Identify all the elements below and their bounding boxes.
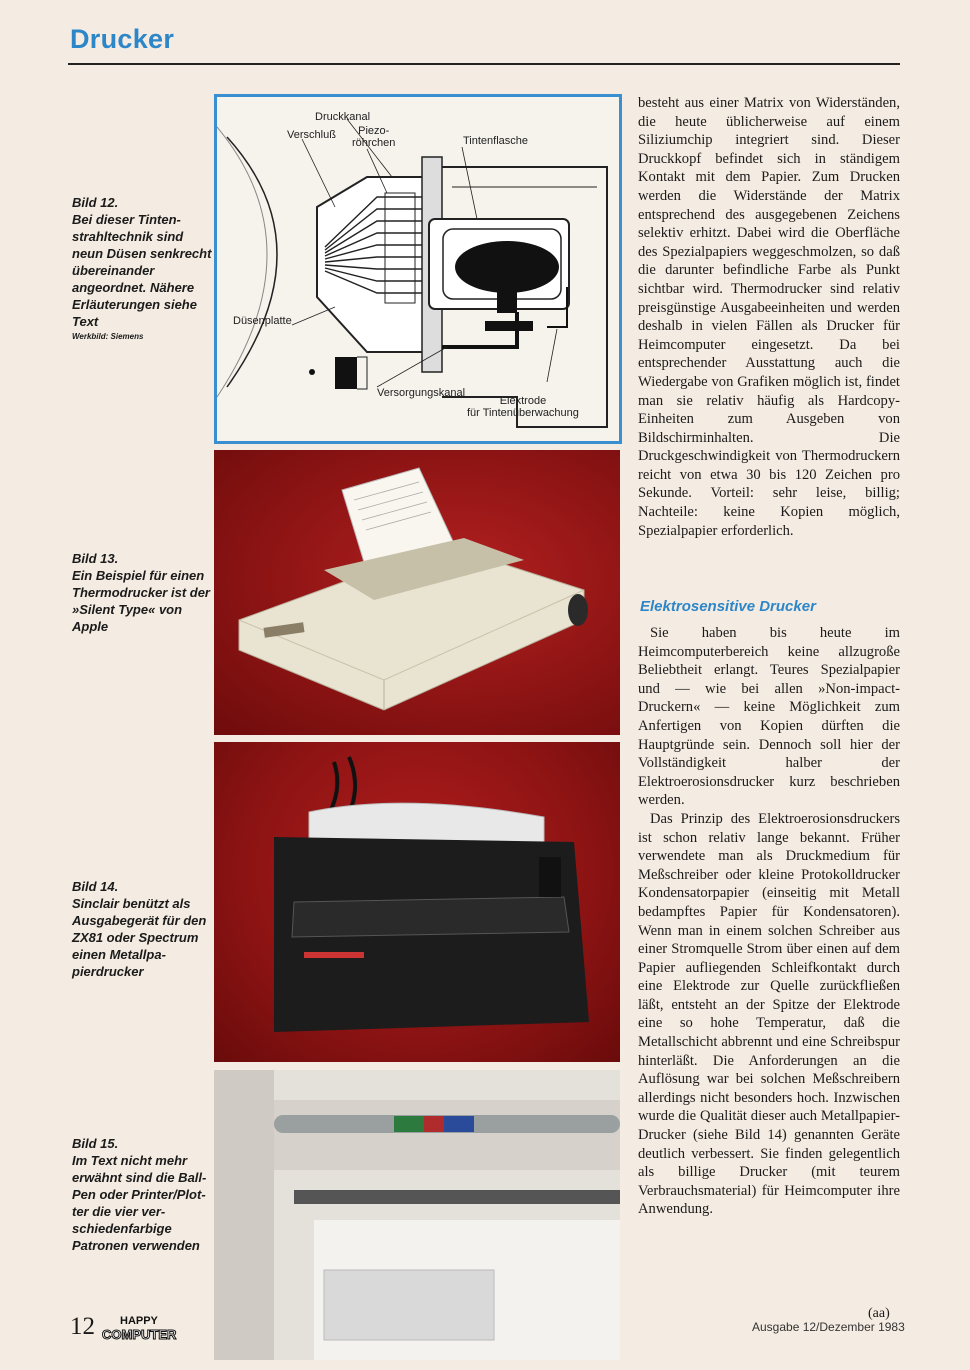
label-duesenplatte: Düsenplatte (233, 315, 292, 327)
article-paragraph-1 (638, 94, 900, 540)
magazine-logo (100, 1312, 182, 1344)
svg-text:HAPPY: HAPPY (120, 1315, 158, 1327)
label-versorgungskanal: Versorgungskanal (377, 387, 466, 399)
figure-plotter-photo (214, 1070, 620, 1360)
issue-info: Ausgabe 12/Dezember 1983 (752, 1320, 905, 1334)
label-druckkanal: Druckkanal (315, 111, 371, 123)
section-title: Drucker (70, 24, 175, 54)
label-verschluss: Verschluß (287, 129, 336, 141)
label-tintenflasche: Tintenflasche (463, 135, 529, 147)
author-signature: (aa) (868, 1306, 890, 1321)
sinclair-printer-illustration (214, 742, 620, 1062)
paragraph-text: Sie haben bis heute im Heimcomputerbereich keine allzugroße Beliebtheit erlangt. Teures Spezialpapier und — wie bei allen »Non-impact-Druckern« — keine Möglichkeit zum Anfertigen von Kopien dürften die Hauptgründe sein. Dennoch soll hier der Vollständigkeit halber der Elektroerosionsdrucker kurz beschrieben werden. (638, 625, 900, 809)
caption-title: Bild 13. (72, 551, 119, 566)
caption-bild14 (72, 878, 212, 980)
figure-thermal-printer-photo (214, 450, 620, 735)
caption-bild15 (72, 1135, 212, 1254)
caption-bild13 (72, 550, 212, 635)
thermal-printer-illustration (214, 450, 620, 735)
page-number: 12 (70, 1313, 95, 1340)
caption-credit: Werkbild: Siemens (72, 332, 144, 341)
caption-text: Im Text nicht mehr erwähnt sind die Ball-Pen oder Printer/Plotter die vier verschiedenfarbige Patronen verwenden (72, 1153, 207, 1253)
caption-text: Bei dieser Tintenstrahltechnik sind neun Düsen senkrecht übereinander angeordnet. Nähere Erläuterungen siehe Text (72, 212, 212, 329)
svg-text:COMPUTER: COMPUTER (102, 1327, 177, 1342)
paragraph-text: Das Prinzip des Elektroerosionsdruckers ist schon relativ lange bekannt. Früher verwendete man als Druckmedium für Meßschreiber oder kleine Protokolldrucker Kondensatorpapier (einseitig mit Metall bedampftes Papier für Kondensatoren). Wenn man in einem solchen Schreiber aus einer Stromquelle Strom über einen auf dem Papier aufliegenden Schleifkontakt durch eine Elektrode zur Quelle zurückfließen läßt, entsteht an der Spitze der Elektrode eine so hohe Temperatur, daß die Metallschicht abbrennt und eine Schreibspur hinterläßt. Die Anforderungen an die Auflösung war bei solchen Meßschreibern allerdings nicht besonders hoch. Inzwischen wurde die Qualität dieser auch Metallpapier-Drucker (siehe Bild 14) genannten Geräte deutlich verbessert. Sie finden gelegentlich als billige Drucker (mit teurem Verbrauchsmaterial) für Heimcomputer ihre Anwendung. (638, 810, 900, 1218)
figure-inkjet-diagram (214, 94, 622, 444)
caption-text: Ein Beispiel für einen Thermodrucker ist der »Silent Type« von Apple (72, 568, 210, 634)
caption-title: Bild 12. (72, 195, 119, 210)
label-elektrode: Elektrode für Tintenüberwachung (467, 395, 579, 419)
figure-sinclair-printer-photo (214, 742, 620, 1062)
section-heading: Elektrosensitive Drucker (640, 598, 816, 615)
caption-text: Sinclair benützt als Ausgabegerät für den ZX81 oder Spectrum einen Metallpapierdrucker (72, 896, 207, 979)
plotter-illustration (214, 1070, 620, 1360)
label-piezo: Piezo- röhrchen (352, 125, 396, 149)
caption-bild12 (72, 194, 212, 344)
article-paragraph-2 (638, 624, 900, 1219)
header-rule (68, 63, 900, 65)
paragraph-text: besteht aus einer Matrix von Widerständen, die heute üblicherweise auf einem Siliziumchip integriert sind. Dieser Druckkopf befindet sich in ständigem Kontakt mit dem Papier. Zum Drucken werden die Widerstände der Matrix entsprechend des ausgegebenen Zeichens selektiv erhitzt. Dabei wird die Oberfläche des Spezialpapiers weggeschmolzen, so daß die darunter befindliche Farbe als Punkt sichtbar wird. Thermodrucker sind relativ preisgünstige Ausgabeeinheiten und werden deshalb in vielen Fällen als Drucker für Heimcomputer eingesetzt. Da bei entsprechender Ausstattung auch die Wiedergabe von Grafiken möglich ist, findet man sie relativ häufig als Hardcopy-Einheiten zum Ausgeben von Bildschirminhalten. Die Druckgeschwindigkeit von Thermodruckern reicht von etwa 30 bis 120 Zeichen pro Sekunde. Vorteil: sehr leise, billig; Nachteile: keine Kopien möglich, Spezialpapier erforderlich. (638, 95, 900, 539)
caption-title: Bild 14. (72, 879, 119, 894)
logo-graphic (100, 1312, 182, 1344)
caption-title: Bild 15. (72, 1136, 119, 1151)
